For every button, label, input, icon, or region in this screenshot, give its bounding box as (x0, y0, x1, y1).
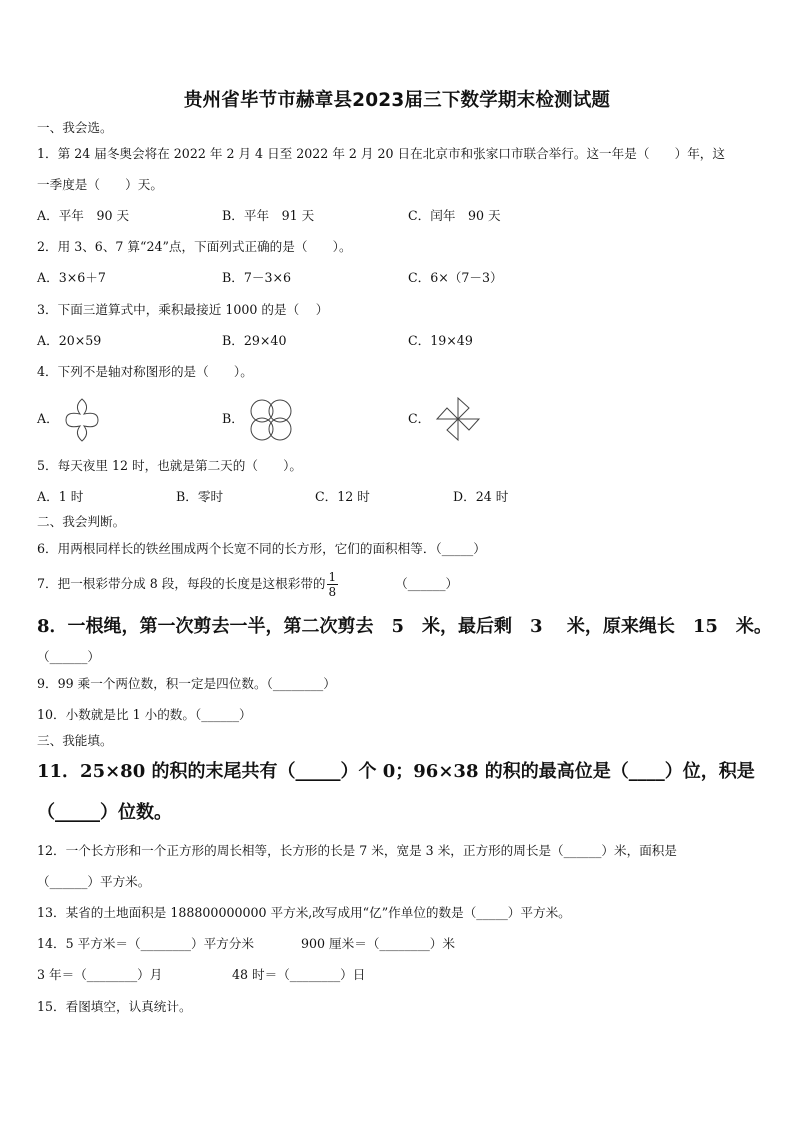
q3-option-a[interactable]: A．20×59 (37, 333, 102, 348)
q1-option-c[interactable]: C．闰年 90 天 (408, 208, 501, 223)
question-14-part-c: 3 年＝（________）月 (37, 967, 163, 982)
q5-option-b[interactable]: B．零时 (176, 489, 224, 504)
q3-option-b[interactable]: B．29×40 (222, 333, 287, 348)
question-6: 6．用两根同样长的铁丝围成两个长宽不同的长方形，它们的面积相等．（_____） (37, 541, 486, 556)
question-4: 4．下列不是轴对称图形的是（ ）。 (37, 364, 253, 379)
pinwheel-icon (432, 394, 484, 444)
question-1-line-1: 1．第 24 届冬奥会将在 2022 年 2 月 4 日至 2022 年 2 月 20 日在北京市和张家口市联合举行。这一年是（ ）年，这 (37, 146, 725, 161)
scalloped-shape-icon (62, 397, 102, 443)
question-9: 9．99 乘一个两位数，积一定是四位数。（________） (37, 676, 336, 691)
fraction (327, 571, 339, 598)
question-5: 5．每天夜里 12 时，也就是第二天的（ ）。 (37, 458, 303, 473)
q4-option-b[interactable]: B． (222, 411, 244, 426)
q5-option-c[interactable]: C．12 时 (315, 489, 370, 504)
section-heading-fill: 三、我能填。 (37, 733, 113, 748)
question-11-line-1: 11．25×80 的积的末尾共有（_____）个 0；96×38 的积的最高位是（____）位，积是 (37, 761, 755, 782)
q4-option-c[interactable]: C． (408, 411, 431, 426)
section-heading-choice: 一、我会选。 (37, 120, 113, 135)
question-8-line-1: 8．一根绳，第一次剪去一半，第二次剪去 5 米，最后剩 3 米，原来绳长 15 米。 (37, 616, 772, 637)
question-14-part-a: 14．5 平方米＝（________）平方分米 (37, 936, 254, 951)
answer-blank[interactable]: （______） (395, 576, 459, 591)
question-12-line-2: （______）平方米。 (37, 874, 151, 889)
question-7 (37, 571, 458, 598)
question-8-line-2[interactable]: （______） (37, 649, 100, 664)
q2-option-c[interactable]: C．6×（7－3） (408, 270, 503, 285)
question-14-part-d: 48 时＝（________）日 (232, 967, 366, 982)
question-3: 3．下面三道算式中，乘积最接近 1000 的是（ ） (37, 302, 329, 317)
q1-option-a[interactable]: A．平年 90 天 (37, 208, 130, 223)
q3-option-c[interactable]: C．19×49 (408, 333, 473, 348)
q4-option-a[interactable]: A． (37, 411, 59, 426)
question-2: 2．用 3、6、7 算“24”点，下面列式正确的是（ ）。 (37, 239, 352, 254)
question-13: 13．某省的土地面积是 188800000000 平方米,改写成用“亿”作单位的数是（_____）平方米。 (37, 905, 571, 920)
fraction-numerator: 1 (328, 570, 337, 584)
question-12-line-1: 12．一个长方形和一个正方形的周长相等，长方形的长是 7 米，宽是 3 米，正方形的周长是（______）米，面积是 (37, 843, 677, 858)
question-11-line-2: （_____）位数。 (37, 802, 172, 823)
section-heading-judge: 二、我会判断。 (37, 514, 126, 529)
fraction-denominator: 8 (328, 585, 337, 599)
page-title: 贵州省毕节市赫章县2023届三下数学期末检测试题 (183, 90, 611, 111)
question-7-text: 7．把一根彩带分成 8 段，每段的长度是这根彩带的 (37, 576, 326, 591)
question-1-line-2: 一季度是（ ）天。 (37, 177, 163, 192)
q2-option-a[interactable]: A．3×6＋7 (37, 270, 106, 285)
q5-option-d[interactable]: D．24 时 (453, 489, 509, 504)
question-10: 10．小数就是比 1 小的数。（______） (37, 707, 252, 722)
four-circles-icon (246, 396, 296, 444)
q2-option-b[interactable]: B．7－3×6 (222, 270, 292, 285)
q5-option-a[interactable]: A．1 时 (37, 489, 84, 504)
question-15: 15．看图填空，认真统计。 (37, 999, 192, 1014)
question-14-part-b: 900 厘米＝（________）米 (301, 936, 455, 951)
q1-option-b[interactable]: B．平年 91 天 (222, 208, 315, 223)
